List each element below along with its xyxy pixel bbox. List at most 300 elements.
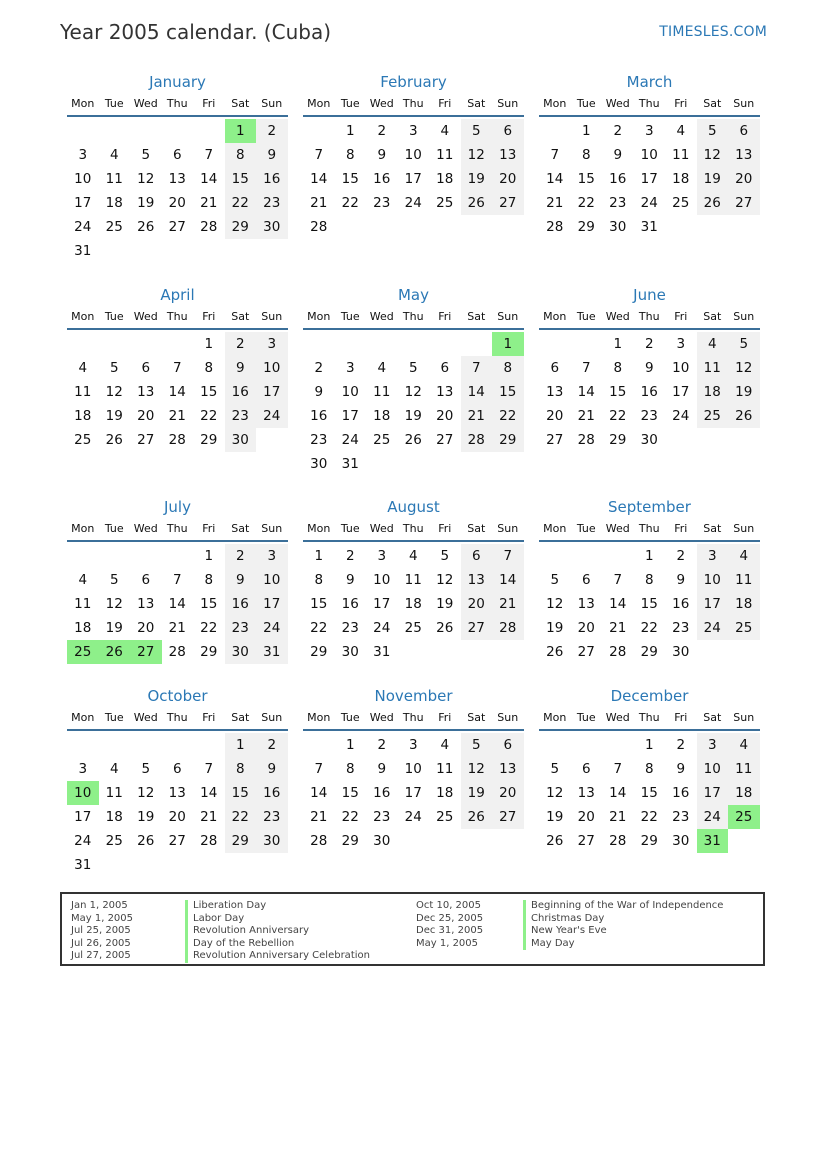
day-cell-empty bbox=[665, 428, 697, 452]
weekday-label: Tue bbox=[576, 522, 596, 535]
weekday-label: Tue bbox=[104, 310, 124, 323]
day-cell: 12 bbox=[137, 785, 155, 801]
legend-holiday-name: Labor Day bbox=[185, 913, 244, 926]
day-cell: 27 bbox=[130, 640, 162, 664]
day-cell: 29 bbox=[640, 833, 658, 849]
day-cell: 2 bbox=[676, 737, 686, 753]
day-cell: 7 bbox=[172, 572, 182, 588]
day-cell: 26 bbox=[99, 640, 131, 664]
week-row bbox=[539, 733, 760, 757]
day-cell: 22 bbox=[341, 809, 359, 825]
day-cell: 13 bbox=[546, 384, 564, 400]
day-cell: 26 bbox=[137, 219, 155, 235]
legend-date: Jan 1, 2005 bbox=[71, 900, 128, 911]
day-cell: 9 bbox=[256, 143, 288, 167]
day-cell: 29 bbox=[225, 829, 257, 853]
day-cell: 27 bbox=[168, 833, 186, 849]
day-cell: 5 bbox=[440, 548, 450, 564]
day-cell: 13 bbox=[461, 568, 493, 592]
weekday-label: Wed bbox=[133, 310, 158, 323]
day-cell: 18 bbox=[728, 781, 760, 805]
week-row bbox=[67, 853, 288, 877]
day-cell: 21 bbox=[310, 809, 328, 825]
day-cell: 30 bbox=[225, 640, 257, 664]
day-cell: 21 bbox=[168, 408, 186, 424]
weekday-label: Thu bbox=[638, 522, 660, 535]
weekday-label: Mon bbox=[71, 310, 95, 323]
week-row bbox=[67, 757, 288, 781]
day-cell: 6 bbox=[728, 119, 760, 143]
week-row bbox=[539, 805, 760, 829]
day-cell: 21 bbox=[609, 620, 627, 636]
month-title: June bbox=[633, 286, 666, 304]
day-cell-empty bbox=[99, 733, 131, 757]
weekday-label: Wed bbox=[369, 711, 394, 724]
day-cell: 10 bbox=[341, 384, 359, 400]
weekday-label: Thu bbox=[402, 522, 424, 535]
weekday-label: Wed bbox=[133, 711, 158, 724]
day-cell: 8 bbox=[345, 147, 355, 163]
weekday-label: Mon bbox=[71, 97, 95, 110]
day-cell: 29 bbox=[225, 215, 257, 239]
day-cell: 28 bbox=[461, 428, 493, 452]
day-cell: 8 bbox=[225, 757, 257, 781]
day-cell: 25 bbox=[728, 616, 760, 640]
day-cell: 31 bbox=[373, 644, 391, 660]
legend-item bbox=[71, 950, 370, 963]
day-cell-empty bbox=[335, 215, 367, 239]
day-cell: 7 bbox=[204, 761, 214, 777]
weekday-label: Wed bbox=[605, 522, 630, 535]
day-cell-empty bbox=[728, 640, 760, 664]
day-cell: 2 bbox=[613, 123, 623, 139]
day-cell: 30 bbox=[310, 456, 328, 472]
day-cell: 24 bbox=[341, 432, 359, 448]
day-cell: 28 bbox=[310, 833, 328, 849]
day-cell: 16 bbox=[225, 380, 257, 404]
weekday-label: Sun bbox=[733, 97, 755, 110]
day-cell-empty bbox=[256, 853, 288, 877]
weekday-label: Sun bbox=[733, 711, 755, 724]
day-cell: 26 bbox=[546, 833, 564, 849]
day-cell-empty bbox=[130, 332, 162, 356]
day-cell: 13 bbox=[436, 384, 454, 400]
day-cell: 15 bbox=[225, 781, 257, 805]
week-row bbox=[539, 332, 760, 356]
day-cell: 6 bbox=[141, 572, 151, 588]
day-cell: 31 bbox=[256, 640, 288, 664]
day-cell-empty bbox=[225, 853, 257, 877]
day-cell: 14 bbox=[200, 785, 218, 801]
day-cell: 2 bbox=[314, 360, 324, 376]
legend-date: Dec 31, 2005 bbox=[416, 925, 484, 936]
weekday-label: Fri bbox=[202, 310, 216, 323]
day-cell: 27 bbox=[492, 805, 524, 829]
day-cell: 9 bbox=[225, 568, 257, 592]
week-row bbox=[539, 757, 760, 781]
day-cell: 4 bbox=[408, 548, 418, 564]
day-cell-empty bbox=[461, 452, 493, 476]
weekday-label: Sat bbox=[703, 97, 722, 110]
week-row bbox=[67, 404, 288, 428]
site-link[interactable]: TIMESLES.COM bbox=[659, 24, 767, 40]
day-cell-empty bbox=[67, 544, 99, 568]
legend-holiday-name: Day of the Rebellion bbox=[185, 938, 294, 951]
day-cell: 10 bbox=[404, 761, 422, 777]
weekday-label: Sun bbox=[497, 310, 519, 323]
day-cell: 14 bbox=[200, 171, 218, 187]
week-row bbox=[303, 733, 524, 757]
day-cell-empty bbox=[571, 544, 603, 568]
day-cell: 25 bbox=[373, 432, 391, 448]
day-cell: 16 bbox=[373, 171, 391, 187]
day-cell: 6 bbox=[461, 544, 493, 568]
weekday-label: Tue bbox=[576, 310, 596, 323]
weekday-label: Mon bbox=[543, 97, 567, 110]
day-cell: 18 bbox=[728, 592, 760, 616]
day-cell: 1 bbox=[345, 737, 355, 753]
day-cell-empty bbox=[303, 733, 335, 757]
day-cell: 5 bbox=[408, 360, 418, 376]
week-row bbox=[303, 380, 524, 404]
day-cell: 19 bbox=[105, 408, 123, 424]
day-cell: 24 bbox=[672, 408, 690, 424]
day-cell-empty bbox=[99, 332, 131, 356]
weekday-label: Sun bbox=[261, 522, 283, 535]
day-cell: 11 bbox=[728, 757, 760, 781]
day-cell: 25 bbox=[728, 805, 760, 829]
day-cell: 28 bbox=[168, 644, 186, 660]
weekday-label: Thu bbox=[638, 711, 660, 724]
weekday-label: Wed bbox=[605, 310, 630, 323]
week-row bbox=[539, 616, 760, 640]
day-cell: 10 bbox=[640, 147, 658, 163]
day-cell: 25 bbox=[74, 432, 92, 448]
day-cell: 6 bbox=[492, 119, 524, 143]
month-august bbox=[303, 497, 524, 664]
day-cell: 10 bbox=[67, 781, 99, 805]
day-cell-empty bbox=[162, 544, 194, 568]
day-cell: 4 bbox=[377, 360, 387, 376]
day-cell: 23 bbox=[310, 432, 328, 448]
day-cell: 6 bbox=[550, 360, 560, 376]
month-title: December bbox=[610, 687, 689, 705]
day-cell-empty bbox=[130, 544, 162, 568]
day-cell: 14 bbox=[461, 380, 493, 404]
day-cell: 17 bbox=[697, 592, 729, 616]
day-cell: 27 bbox=[577, 644, 595, 660]
day-cell: 19 bbox=[728, 380, 760, 404]
day-cell: 2 bbox=[256, 119, 288, 143]
day-cell: 10 bbox=[373, 572, 391, 588]
day-cell: 21 bbox=[168, 620, 186, 636]
day-cell: 10 bbox=[256, 568, 288, 592]
day-cell: 14 bbox=[546, 171, 564, 187]
day-cell: 5 bbox=[141, 147, 151, 163]
day-cell: 19 bbox=[105, 620, 123, 636]
legend-holiday-name: Christmas Day bbox=[523, 913, 604, 926]
day-cell-empty bbox=[571, 332, 603, 356]
day-cell: 18 bbox=[74, 620, 92, 636]
day-cell: 23 bbox=[672, 620, 690, 636]
day-cell-empty bbox=[461, 640, 493, 664]
day-cell: 9 bbox=[377, 761, 387, 777]
day-cell: 18 bbox=[404, 596, 422, 612]
day-cell: 2 bbox=[644, 336, 654, 352]
day-cell: 10 bbox=[404, 147, 422, 163]
day-cell: 30 bbox=[640, 432, 658, 448]
day-cell: 1 bbox=[314, 548, 324, 564]
weekday-label: Thu bbox=[402, 310, 424, 323]
day-cell: 30 bbox=[672, 644, 690, 660]
weekday-label: Thu bbox=[402, 97, 424, 110]
week-row bbox=[67, 191, 288, 215]
weekday-label: Tue bbox=[340, 97, 360, 110]
day-cell: 12 bbox=[697, 143, 729, 167]
day-cell: 7 bbox=[314, 147, 324, 163]
day-cell: 18 bbox=[373, 408, 391, 424]
day-cell: 26 bbox=[105, 432, 123, 448]
day-cell: 22 bbox=[341, 195, 359, 211]
day-cell-empty bbox=[539, 119, 571, 143]
day-cell: 12 bbox=[546, 785, 564, 801]
weekday-label: Wed bbox=[605, 711, 630, 724]
day-cell: 28 bbox=[546, 219, 564, 235]
day-cell: 28 bbox=[310, 219, 328, 235]
day-cell: 16 bbox=[373, 785, 391, 801]
day-cell: 12 bbox=[404, 384, 422, 400]
day-cell: 16 bbox=[672, 785, 690, 801]
day-cell: 22 bbox=[609, 408, 627, 424]
week-row bbox=[303, 404, 524, 428]
day-cell: 2 bbox=[676, 548, 686, 564]
month-title: March bbox=[626, 73, 673, 91]
day-cell: 23 bbox=[225, 404, 257, 428]
day-cell: 13 bbox=[137, 384, 155, 400]
day-cell: 14 bbox=[168, 596, 186, 612]
day-cell: 23 bbox=[256, 191, 288, 215]
weekday-header bbox=[303, 522, 524, 542]
week-row bbox=[303, 356, 524, 380]
day-cell: 16 bbox=[225, 592, 257, 616]
day-cell: 29 bbox=[492, 428, 524, 452]
day-cell: 3 bbox=[697, 733, 729, 757]
day-cell: 22 bbox=[200, 620, 218, 636]
month-may bbox=[303, 285, 524, 476]
weekday-header bbox=[539, 97, 760, 117]
day-cell: 11 bbox=[728, 568, 760, 592]
day-cell: 7 bbox=[550, 147, 560, 163]
day-cell: 16 bbox=[672, 596, 690, 612]
weekday-label: Mon bbox=[543, 310, 567, 323]
day-cell: 14 bbox=[609, 596, 627, 612]
day-cell: 27 bbox=[546, 432, 564, 448]
legend-column-right bbox=[416, 900, 723, 950]
weekday-label: Sat bbox=[231, 522, 250, 535]
day-cell: 21 bbox=[461, 404, 493, 428]
legend-item bbox=[71, 913, 370, 926]
legend-date: Jul 25, 2005 bbox=[71, 925, 131, 936]
legend-date: Jul 26, 2005 bbox=[71, 937, 131, 949]
day-cell-empty bbox=[162, 332, 194, 356]
day-cell: 12 bbox=[728, 356, 760, 380]
day-cell: 24 bbox=[404, 809, 422, 825]
day-cell: 15 bbox=[577, 171, 595, 187]
day-cell-empty bbox=[665, 215, 697, 239]
week-row bbox=[539, 592, 760, 616]
week-row bbox=[303, 592, 524, 616]
weekday-label: Mon bbox=[307, 97, 331, 110]
day-cell: 8 bbox=[314, 572, 324, 588]
legend-item bbox=[416, 925, 723, 938]
week-row bbox=[67, 239, 288, 263]
week-row bbox=[303, 119, 524, 143]
day-cell: 21 bbox=[310, 195, 328, 211]
weekday-label: Mon bbox=[307, 522, 331, 535]
day-cell: 3 bbox=[644, 123, 654, 139]
day-cell: 12 bbox=[137, 171, 155, 187]
weekday-label: Mon bbox=[307, 711, 331, 724]
day-cell: 15 bbox=[609, 384, 627, 400]
holiday-legend bbox=[60, 892, 765, 966]
weekday-label: Fri bbox=[674, 310, 688, 323]
day-cell: 6 bbox=[172, 147, 182, 163]
week-row bbox=[303, 781, 524, 805]
day-cell: 12 bbox=[461, 757, 493, 781]
day-cell: 9 bbox=[345, 572, 355, 588]
week-row bbox=[539, 404, 760, 428]
week-row bbox=[67, 167, 288, 191]
day-cell: 1 bbox=[225, 119, 257, 143]
month-june bbox=[539, 285, 760, 452]
day-cell: 22 bbox=[577, 195, 595, 211]
day-cell: 11 bbox=[672, 147, 690, 163]
legend-item bbox=[416, 938, 723, 951]
weekday-header bbox=[539, 711, 760, 731]
day-cell: 21 bbox=[546, 195, 564, 211]
day-cell: 10 bbox=[74, 171, 92, 187]
day-cell: 13 bbox=[728, 143, 760, 167]
week-row bbox=[539, 640, 760, 664]
day-cell-empty bbox=[99, 239, 131, 263]
month-title: August bbox=[387, 498, 440, 516]
day-cell-empty bbox=[539, 733, 571, 757]
day-cell: 4 bbox=[440, 123, 450, 139]
weekday-header bbox=[303, 310, 524, 330]
day-cell: 18 bbox=[74, 408, 92, 424]
legend-holiday-name: Revolution Anniversary Celebration bbox=[185, 950, 370, 963]
day-cell: 4 bbox=[109, 147, 119, 163]
week-row bbox=[303, 167, 524, 191]
day-cell: 19 bbox=[461, 167, 493, 191]
day-cell-empty bbox=[602, 544, 634, 568]
day-cell: 18 bbox=[436, 785, 454, 801]
weekday-label: Sun bbox=[497, 522, 519, 535]
day-cell: 30 bbox=[341, 644, 359, 660]
day-cell: 7 bbox=[172, 360, 182, 376]
month-title: July bbox=[164, 498, 191, 516]
day-cell: 15 bbox=[640, 785, 658, 801]
day-cell: 8 bbox=[492, 356, 524, 380]
day-cell: 15 bbox=[341, 785, 359, 801]
day-cell: 1 bbox=[644, 737, 654, 753]
week-row bbox=[303, 829, 524, 853]
day-cell-empty bbox=[539, 544, 571, 568]
day-cell: 20 bbox=[577, 620, 595, 636]
legend-holiday-name: May Day bbox=[523, 938, 575, 951]
day-cell: 25 bbox=[105, 219, 123, 235]
week-row bbox=[303, 544, 524, 568]
day-cell-empty bbox=[162, 733, 194, 757]
day-cell: 5 bbox=[550, 572, 560, 588]
month-title: October bbox=[147, 687, 208, 705]
weekday-label: Sat bbox=[703, 711, 722, 724]
day-cell: 27 bbox=[461, 616, 493, 640]
day-cell-empty bbox=[256, 428, 288, 452]
week-row bbox=[303, 757, 524, 781]
weekday-header bbox=[67, 310, 288, 330]
day-cell: 17 bbox=[74, 195, 92, 211]
week-row bbox=[67, 829, 288, 853]
week-row bbox=[67, 733, 288, 757]
day-cell-empty bbox=[461, 332, 493, 356]
day-cell: 5 bbox=[550, 761, 560, 777]
legend-item bbox=[416, 900, 723, 913]
day-cell: 11 bbox=[697, 356, 729, 380]
day-cell-empty bbox=[162, 239, 194, 263]
day-cell: 11 bbox=[404, 572, 422, 588]
day-cell: 3 bbox=[78, 147, 88, 163]
day-cell-empty bbox=[130, 119, 162, 143]
day-cell: 30 bbox=[672, 833, 690, 849]
day-cell: 12 bbox=[546, 596, 564, 612]
day-cell: 17 bbox=[74, 809, 92, 825]
weekday-label: Sat bbox=[231, 310, 250, 323]
day-cell: 20 bbox=[461, 592, 493, 616]
day-cell: 27 bbox=[728, 191, 760, 215]
day-cell: 6 bbox=[581, 572, 591, 588]
day-cell-empty bbox=[492, 452, 524, 476]
day-cell: 9 bbox=[613, 147, 623, 163]
weekday-label: Tue bbox=[340, 310, 360, 323]
day-cell-empty bbox=[697, 215, 729, 239]
day-cell: 6 bbox=[172, 761, 182, 777]
day-cell: 15 bbox=[310, 596, 328, 612]
day-cell: 9 bbox=[225, 356, 257, 380]
day-cell: 17 bbox=[341, 408, 359, 424]
day-cell-empty bbox=[697, 428, 729, 452]
weekday-label: Tue bbox=[104, 711, 124, 724]
day-cell: 26 bbox=[697, 191, 729, 215]
day-cell: 16 bbox=[256, 167, 288, 191]
day-cell: 9 bbox=[676, 761, 686, 777]
day-cell-empty bbox=[130, 733, 162, 757]
day-cell: 23 bbox=[640, 408, 658, 424]
weekday-label: Tue bbox=[104, 522, 124, 535]
day-cell: 20 bbox=[492, 781, 524, 805]
day-cell: 2 bbox=[225, 544, 257, 568]
day-cell: 18 bbox=[105, 195, 123, 211]
day-cell: 7 bbox=[613, 761, 623, 777]
day-cell-empty bbox=[429, 452, 461, 476]
weekday-label: Wed bbox=[369, 97, 394, 110]
week-row bbox=[539, 215, 760, 239]
day-cell: 23 bbox=[373, 195, 391, 211]
day-cell: 27 bbox=[137, 432, 155, 448]
week-row bbox=[67, 332, 288, 356]
weekday-label: Sun bbox=[261, 97, 283, 110]
legend-column-left bbox=[71, 900, 370, 963]
